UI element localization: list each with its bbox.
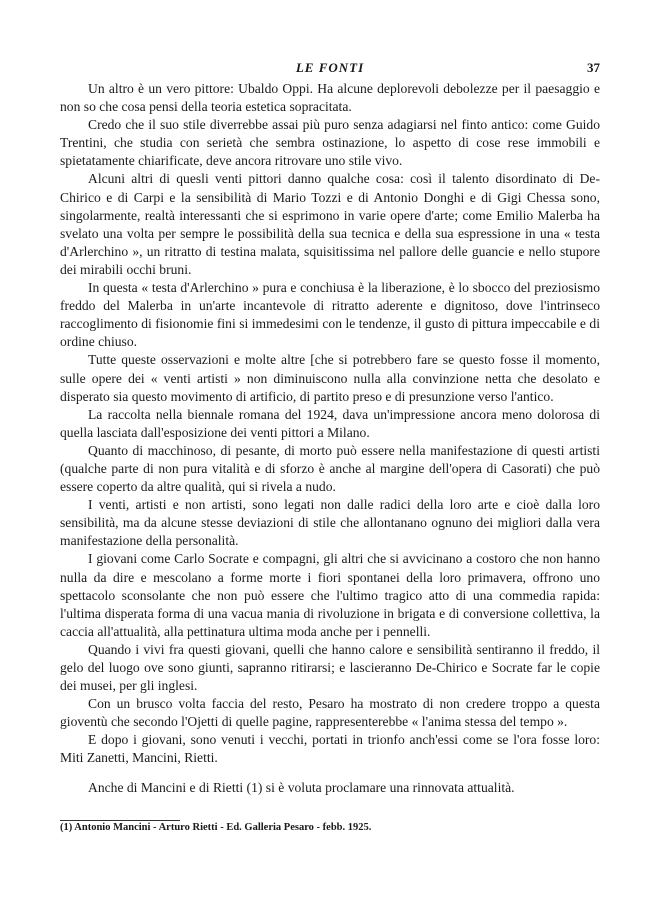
paragraph: La raccolta nella biennale romana del 1924, dava un'impressione ancora meno dolorosa di quella lasciata dall'esposizione dei venti pittori a Milano. <box>60 406 600 440</box>
paragraph: Alcuni altri di quesli venti pittori danno qualche cosa: così il talento disordinato di De-Chirico e di Carpi e la sensibilità di Mario Tozzi e di Antonio Donghi e di Gigi Chessa sono, singolarmente, realtà interessanti che si esprimono in varie opere d'arte; come Emilio Malerba ha svelato una volta per sempre le possibilità della sua tecnica e della sua espressione in una « testa d'Arlerchino », un ritratto di testina malata, squisitissima nel pallore delle guancie e nello stupore dei mirabili occhi bruni. <box>60 171 600 277</box>
final-paragraph: Anche di Mancini e di Rietti (1) si è voluta proclamare una rinnovata attualità. <box>88 779 515 795</box>
paragraph: I venti, artisti e non artisti, sono legati non dalle radici della loro arte e cioè dalla loro sensibilità, ma da alcune stesse deviazioni di stile che allontanano ognuno dei migliori dalla vera manifestazione della personalità. <box>60 497 600 549</box>
paragraph: Quanto di macchinoso, di pesante, di morto può essere nella manifestazione di questi artisti (qualche parte di non pura vitalità e di sforzo è anche al margine dell'opera di Casorati) che può essere coperto da altre qualità, qui si rivela a nudo. <box>60 442 600 495</box>
paragraph: Tutte queste osservazioni e molte altre [che si potrebbero fare se questo fosse il momento, sulle opere dei « venti artisti » non diminuiscono nulla alla convinzione netta che desolato e disperato sia questo movimento di artificio, di partito preso e di presunzione verso l'antico. <box>60 352 600 404</box>
paragraph: Con un brusco volta faccia del resto, Pesaro ha mostrato di non credere troppo a questa gioventù che secondo l'Ojetti di quelle pagine, rappresenterebbe « l'anima stessa del tempo ». <box>60 696 600 730</box>
paragraph: Credo che il suo stile diverrebbe assai più puro senza adagiarsi nel finto antico: come Guido Trentini, che studia con serietà che sembra ostinazione, lo aspetto di cose rese immobili e spietatamente chiarificate, deve ancora ritrovare uno stile vivo. <box>60 117 600 169</box>
page-number: 37 <box>587 60 600 75</box>
paragraph: Un altro è un vero pittore: Ubaldo Oppi. Ha alcune deplorevoli debolezze per il paesaggio e non so che cosa pensi della teoria estetica sopracitata. <box>60 81 600 115</box>
running-title: LE FONTI <box>295 60 365 75</box>
footnote-divider <box>60 820 180 821</box>
paragraph: E dopo i giovani, sono venuti i vecchi, portati in trionfo anch'essi come se l'ora fosse loro: Miti Zanetti, Mancini, Rietti. <box>60 732 600 766</box>
paragraph: I giovani come Carlo Socrate e compagni, gli altri che si avvicinano a costoro che non hanno nulla da dire e mescolano a forme morte i fiori spontanei della loro primavera, offrono uno spettacolo sconsolante che non può essere che l'ultimo tragico atto di una commedia rapida: l'ultima disperata forma di una vacua mania di rivoluzione in brigata e di conversione collettiva, la caccia all'attualità, alla pettinatura ultima moda anche per i pennelli. <box>60 551 600 639</box>
paragraph: Quando i vivi fra questi giovani, quelli che hanno calore e sensibilità sentiranno il freddo, il gelo del luogo ove sono giunti, sapranno ritirarsi; e lascieranno De-Chirico e Socrate far le copie dei musei, per gli inglesi. <box>60 641 600 694</box>
body-text <box>60 80 600 797</box>
footnote: (1) Antonio Mancini - Arturo Rietti - Ed. Galleria Pesaro - febb. 1925. <box>60 822 372 833</box>
page-header <box>60 60 600 82</box>
paragraph: In questa « testa d'Arlerchino » pura e conchiusa è la liberazione, è lo sbocco del preziosismo freddo del Malerba in un'arte incantevole di ritratto aderente e dignitoso, dove l'intrinseco raccoglimento di fisionomie fini si immedesimi con le tendenze, il gusto di pittura impeccabile e di ordine chiuso. <box>60 280 600 350</box>
